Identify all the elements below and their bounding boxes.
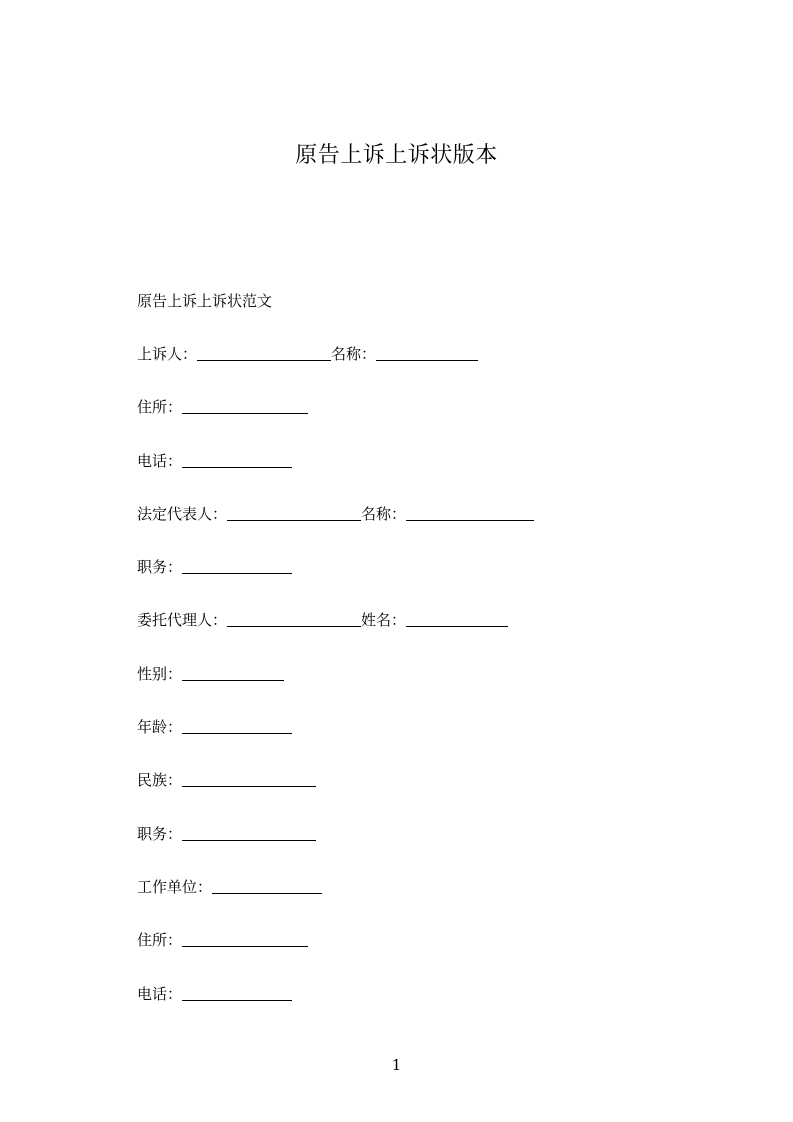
field-label-appellant: 上诉人：: [137, 345, 198, 363]
blank-line-position-2: [182, 823, 316, 841]
blank-line-appellant: [197, 343, 331, 361]
field-label-legal-representative-name: 名称：: [361, 504, 407, 523]
field-label-position-2: 职务：: [137, 824, 183, 843]
field-agent: [137, 609, 534, 662]
field-employer: [137, 876, 534, 929]
field-label-phone: 电话：: [137, 451, 183, 470]
field-address-2: [137, 929, 534, 982]
document-title: 原告上诉上诉状版本: [295, 143, 498, 168]
blank-line-phone-2: [182, 983, 292, 1001]
form-fields: [137, 343, 534, 1036]
field-appellant: [137, 343, 534, 396]
blank-line-address-2: [182, 929, 308, 947]
field-label-agent-name: 姓名：: [361, 611, 407, 630]
blank-line-appellant-name: [376, 343, 478, 361]
field-label-employer: 工作单位：: [137, 877, 213, 896]
field-ethnicity: [137, 769, 534, 822]
blank-line-agent: [227, 609, 361, 627]
field-label-legal-representative: 法定代表人：: [137, 504, 228, 523]
field-phone: [137, 450, 534, 503]
blank-line-gender: [182, 663, 284, 681]
blank-line-ethnicity: [182, 769, 316, 787]
field-label-phone-2: 电话：: [137, 984, 183, 1003]
document-subtitle: 原告上诉上诉状范文: [137, 292, 273, 310]
field-address: [137, 396, 534, 449]
field-age: [137, 716, 534, 769]
field-label-ethnicity: 民族：: [137, 771, 183, 790]
blank-line-phone: [182, 450, 292, 468]
blank-line-employer: [212, 876, 322, 894]
field-label-position: 职务：: [137, 558, 183, 577]
field-label-address: 住所：: [137, 398, 183, 417]
blank-line-legal-representative-name: [406, 503, 534, 521]
page-number: 1: [391, 1056, 402, 1074]
field-gender: [137, 663, 534, 716]
blank-line-address: [182, 396, 308, 414]
blank-line-agent-name: [406, 609, 508, 627]
field-label-age: 年龄：: [137, 718, 183, 737]
field-position: [137, 556, 534, 609]
blank-line-legal-representative: [227, 503, 361, 521]
field-label-appellant-name: 名称：: [331, 345, 377, 363]
field-label-address-2: 住所：: [137, 931, 183, 950]
field-phone-2: [137, 983, 534, 1036]
blank-line-position: [182, 556, 292, 574]
field-label-agent: 委托代理人：: [137, 611, 228, 630]
field-legal-representative: [137, 503, 534, 556]
field-label-gender: 性别：: [137, 664, 183, 683]
blank-line-age: [182, 716, 292, 734]
field-position-2: [137, 823, 534, 876]
